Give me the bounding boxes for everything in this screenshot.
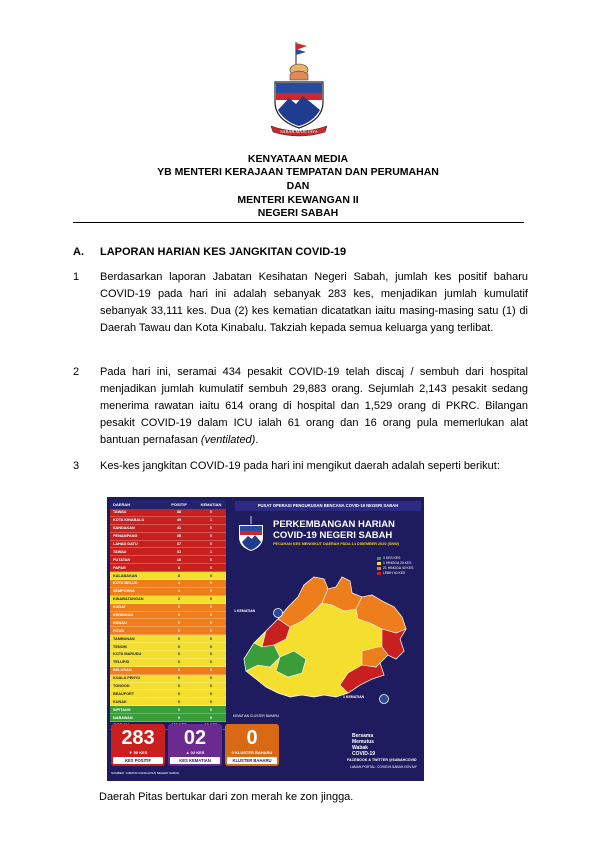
- cell-positive: 0: [177, 636, 181, 641]
- paragraph-number: 2: [73, 366, 80, 378]
- table-row: [110, 659, 226, 667]
- cell-deaths: 0: [209, 707, 213, 712]
- district-table-header: [110, 500, 226, 509]
- cell-district: KOTA BELUD: [113, 581, 138, 586]
- cell-district: KENINGAU: [113, 613, 134, 618]
- infographic-title: [273, 520, 423, 541]
- col-district-header: DAERAH: [113, 502, 131, 507]
- cell-positive: 0: [177, 668, 181, 673]
- district-table-body: [110, 509, 226, 722]
- stat-cluster-value: 0: [246, 727, 258, 749]
- section-letter: A.: [73, 246, 84, 258]
- cell-positive: 0: [177, 684, 181, 689]
- svg-text:SABAH MAJU JAYA: SABAH MAJU JAYA: [280, 129, 318, 134]
- cell-deaths: 0: [209, 573, 213, 578]
- table-row: [110, 667, 226, 675]
- cell-deaths: 0: [209, 605, 213, 610]
- col-deaths-header: KEMATIAN: [200, 502, 222, 507]
- table-row: [110, 612, 226, 620]
- cell-deaths: 0: [209, 699, 213, 704]
- district-table: [110, 500, 226, 730]
- cell-positive: 0: [177, 652, 181, 657]
- cell-deaths: 0: [209, 565, 213, 570]
- death-marker-tawau: [380, 695, 389, 704]
- cell-district: TONGOD: [113, 684, 130, 689]
- caption-text: Daerah Pitas bertukar dari zon merah ke zon jingga.: [99, 791, 354, 803]
- cell-district: SEMPORNA: [113, 589, 135, 594]
- header-line-1: KENYATAAN MEDIA: [247, 153, 349, 165]
- brand-line-1: Bersama: [352, 733, 374, 739]
- paragraph-number: 3: [73, 460, 80, 472]
- table-row: [110, 572, 226, 580]
- cell-deaths: 0: [209, 534, 213, 539]
- cell-deaths: 0: [209, 620, 213, 625]
- cell-district: PAPAR: [113, 565, 126, 570]
- table-row: [110, 698, 226, 706]
- stat-deaths-change: ▲ 02 KES: [185, 750, 205, 755]
- stat-positive-label: KES POSITIF: [113, 757, 163, 764]
- infographic-source: SUMBER: JABATAN KESIHATAN NEGERI SABAH: [111, 771, 180, 775]
- table-row: [110, 643, 226, 651]
- cell-district: LAHAD DATU: [113, 542, 138, 546]
- cell-district: NABAWAN: [113, 715, 133, 720]
- brand-line-4: COVID-19: [352, 751, 376, 757]
- table-row: [110, 541, 226, 549]
- cell-district: RANAU: [113, 620, 127, 625]
- cell-district: TENOM: [113, 644, 127, 649]
- cell-district: TAMBUNAN: [113, 636, 135, 641]
- cell-deaths: 0: [209, 684, 213, 689]
- cell-deaths: 0: [209, 715, 213, 720]
- covid-infographic: [107, 497, 424, 781]
- cell-positive: 0: [177, 676, 181, 681]
- cell-positive: 37: [176, 542, 182, 546]
- legend-label: 21 HINGGA 40 KES: [383, 566, 414, 570]
- table-row: [110, 588, 226, 596]
- cell-positive: 2: [177, 597, 181, 602]
- cell-deaths: 0: [209, 628, 213, 633]
- death-marker-kota-kinabalu: [274, 609, 283, 618]
- cell-positive: 10: [176, 557, 182, 562]
- legend-label: 0 KES KES: [383, 556, 401, 560]
- cell-deaths: 0: [209, 676, 213, 681]
- cell-positive: 0: [177, 715, 181, 720]
- brand-line-3: Wabak: [352, 745, 368, 751]
- cell-deaths: 0: [209, 557, 213, 562]
- cell-deaths: 0: [209, 636, 213, 641]
- cell-district: TELUPID: [113, 660, 130, 665]
- header-line-2: YB MENTERI KERAJAAN TEMPATAN DAN PERUMAHAN: [157, 166, 439, 178]
- cell-positive: 0: [177, 691, 181, 696]
- infographic-title-line-2: COVID-19 NEGERI SABAH: [273, 529, 393, 541]
- cell-deaths: 0: [209, 510, 213, 515]
- table-row: [110, 690, 226, 698]
- cell-district: PUTATAN: [113, 557, 131, 562]
- portal-link: LAMAN PORTAL: COVID19.SABAH.GOV.MY: [350, 765, 417, 769]
- cell-positive: 88: [176, 510, 182, 515]
- cell-positive: 4: [177, 581, 181, 586]
- cell-district: KINABATANGAN: [113, 597, 144, 602]
- table-row: [110, 548, 226, 556]
- stat-positive-change: ▼ 50 KES: [128, 750, 148, 755]
- cell-district: BEAUFORT: [113, 691, 135, 696]
- legend-label: LEBIH 40 KES: [383, 571, 406, 575]
- cell-district: KUNAK: [113, 699, 127, 704]
- cell-deaths: 0: [209, 644, 213, 649]
- cell-positive: 0: [177, 644, 181, 649]
- stat-cluster-box: [225, 724, 279, 766]
- paragraph-text: Berdasarkan laporan Jabatan Kesihatan Negeri Sabah, jumlah kes positif baharu COVID-19 pada hari ini adalah sebanyak 283 kes, menjadikan jumlah kumulatif sebanyak 33,111 kes. Dua (2) kes kematian dicatatkan iaitu masing-masing satu (1) di Daerah Tawau dan Kota Kinabalu. Takziah kepada semua keluarga yang terlibat.: [100, 271, 528, 334]
- map-label-tawau: 1 KEMATIAN: [343, 695, 365, 699]
- cell-positive: 0: [177, 628, 181, 633]
- table-row: [110, 525, 226, 533]
- paragraph-italic: (ventilated): [200, 434, 256, 446]
- table-row: [110, 675, 226, 683]
- table-row: [110, 604, 226, 612]
- table-row: [110, 627, 226, 635]
- table-row: [110, 706, 226, 714]
- cell-district: KOTA MARUDU: [113, 652, 142, 657]
- col-positive-header: POSITIF: [171, 502, 187, 507]
- cell-deaths: 1: [209, 518, 213, 523]
- cell-deaths: 0: [209, 597, 213, 602]
- brand-line-2: Memutus: [352, 739, 374, 745]
- infographic-banner: PUSAT OPERASI PENGURUSAN BENCANA COVID-19 NEGERI SABAH: [235, 501, 421, 511]
- cell-district: KUDAT: [113, 605, 127, 610]
- campaign-brand: [352, 733, 422, 757]
- table-row: [110, 509, 226, 517]
- cell-district: SANDAKAN: [113, 526, 135, 531]
- header-line-5: NEGERI SABAH: [257, 207, 339, 219]
- table-row: [110, 596, 226, 604]
- paragraph-1: [73, 269, 528, 337]
- social-handle: FACEBOOK & TWITTER @SABAHCOVID: [347, 758, 417, 762]
- header-line-3: DAN: [286, 180, 310, 192]
- cell-deaths: 0: [209, 660, 213, 665]
- cell-district: TAWAU: [113, 549, 127, 554]
- paragraph-text: [100, 364, 528, 449]
- infographic-subtitle: PECAHAN KES MENGIKUT DAERAH PADA 14 DISEMBER 2020 (SNW): [273, 542, 399, 546]
- header-line-4: MENTERI KEWANGAN II: [237, 194, 359, 206]
- table-row: [110, 651, 226, 659]
- cell-deaths: 0: [209, 589, 213, 594]
- paragraph-tail: .: [255, 434, 259, 446]
- stat-cluster-change: 0 KLUSTER BAHARU: [231, 750, 273, 755]
- legend-label: 1 HINGGA 20 KES: [383, 561, 412, 565]
- cell-deaths: 0: [209, 613, 213, 618]
- cell-deaths: 0: [209, 542, 213, 546]
- cell-positive: 8: [177, 573, 181, 578]
- cell-positive: 0: [177, 620, 181, 625]
- paragraph-2: [73, 364, 528, 449]
- header-divider: [73, 222, 524, 223]
- cell-deaths: 0: [209, 668, 213, 673]
- cell-district: KUALA PENYU: [113, 676, 141, 681]
- stat-deaths-value: 02: [183, 727, 207, 749]
- stat-deaths-box: [168, 724, 222, 766]
- cell-positive: 0: [177, 707, 181, 712]
- cell-district: KOTA KINABALU: [113, 518, 145, 523]
- table-row: [110, 556, 226, 564]
- cell-district: TAWAU: [113, 510, 127, 515]
- cell-deaths: 0: [209, 652, 213, 657]
- stat-positive-box: [111, 724, 165, 766]
- cell-deaths: 0: [209, 691, 213, 696]
- cell-positive: 35: [176, 534, 182, 539]
- table-row: [110, 714, 226, 722]
- cell-positive: 49: [176, 518, 182, 523]
- cell-positive: 41: [176, 526, 182, 531]
- cell-deaths: 0: [209, 526, 213, 531]
- table-row: [110, 564, 226, 572]
- cell-deaths: 1: [209, 549, 213, 554]
- map-footnote: KEMATIAN CLUSTER BAHARU: [233, 714, 279, 718]
- table-row: [110, 619, 226, 627]
- cell-positive: 4: [177, 589, 181, 594]
- cell-district: PENAMPANG: [113, 534, 138, 539]
- sabah-crest-logo: [263, 40, 335, 140]
- sabah-district-map: [232, 547, 417, 712]
- cell-district: SIPITANG: [113, 707, 131, 712]
- paragraph-3: [73, 458, 528, 475]
- table-row: [110, 683, 226, 691]
- table-row: [110, 517, 226, 525]
- cell-deaths: 0: [209, 581, 213, 586]
- cell-positive: 0: [177, 605, 181, 610]
- paragraph-body: Pada hari ini, seramai 434 pesakit COVID-19 telah discaj / sembuh dari hospital menjadikan jumlah kumulatif sembuh 29,883 orang. Sejumlah 2,143 pesakit sedang menerima rawatan iaitu 614 orang di hospital dan 1,529 orang di PKRC. Bilangan pesakit COVID-19 dalam ICU ialah 61 orang dan 16 orang pula memerlukan alat bantuan pernafasan: [100, 366, 528, 446]
- cell-positive: 0: [177, 660, 181, 665]
- cell-positive: 31: [176, 549, 182, 554]
- cell-positive: 8: [177, 565, 181, 570]
- cell-district: KALABAKAN: [113, 573, 138, 578]
- table-row: [110, 533, 226, 541]
- table-row: [110, 635, 226, 643]
- table-row: [110, 580, 226, 588]
- cell-district: PITAS: [113, 628, 124, 633]
- map-region-lahad-datu-orange: [362, 647, 388, 667]
- cell-positive: 0: [177, 699, 181, 704]
- stat-positive-value: 283: [121, 727, 155, 749]
- cell-positive: 0: [177, 613, 181, 618]
- map-label-kota-kinabalu: 1 KEMATIAN: [234, 609, 256, 613]
- paragraph-text: Kes-kes jangkitan COVID-19 pada hari ini mengikut daerah adalah seperti berikut:: [100, 460, 500, 472]
- paragraph-number: 1: [73, 271, 80, 283]
- stat-cluster-label: KLUSTER BAHARU: [227, 757, 277, 764]
- stat-deaths-label: KES KEMATIAN: [170, 757, 220, 764]
- cell-district: BELURAN: [113, 668, 132, 673]
- infographic-title-line-1: PERKEMBANGAN HARIAN: [273, 519, 395, 530]
- section-title: LAPORAN HARIAN KES JANGKITAN COVID-19: [100, 246, 347, 258]
